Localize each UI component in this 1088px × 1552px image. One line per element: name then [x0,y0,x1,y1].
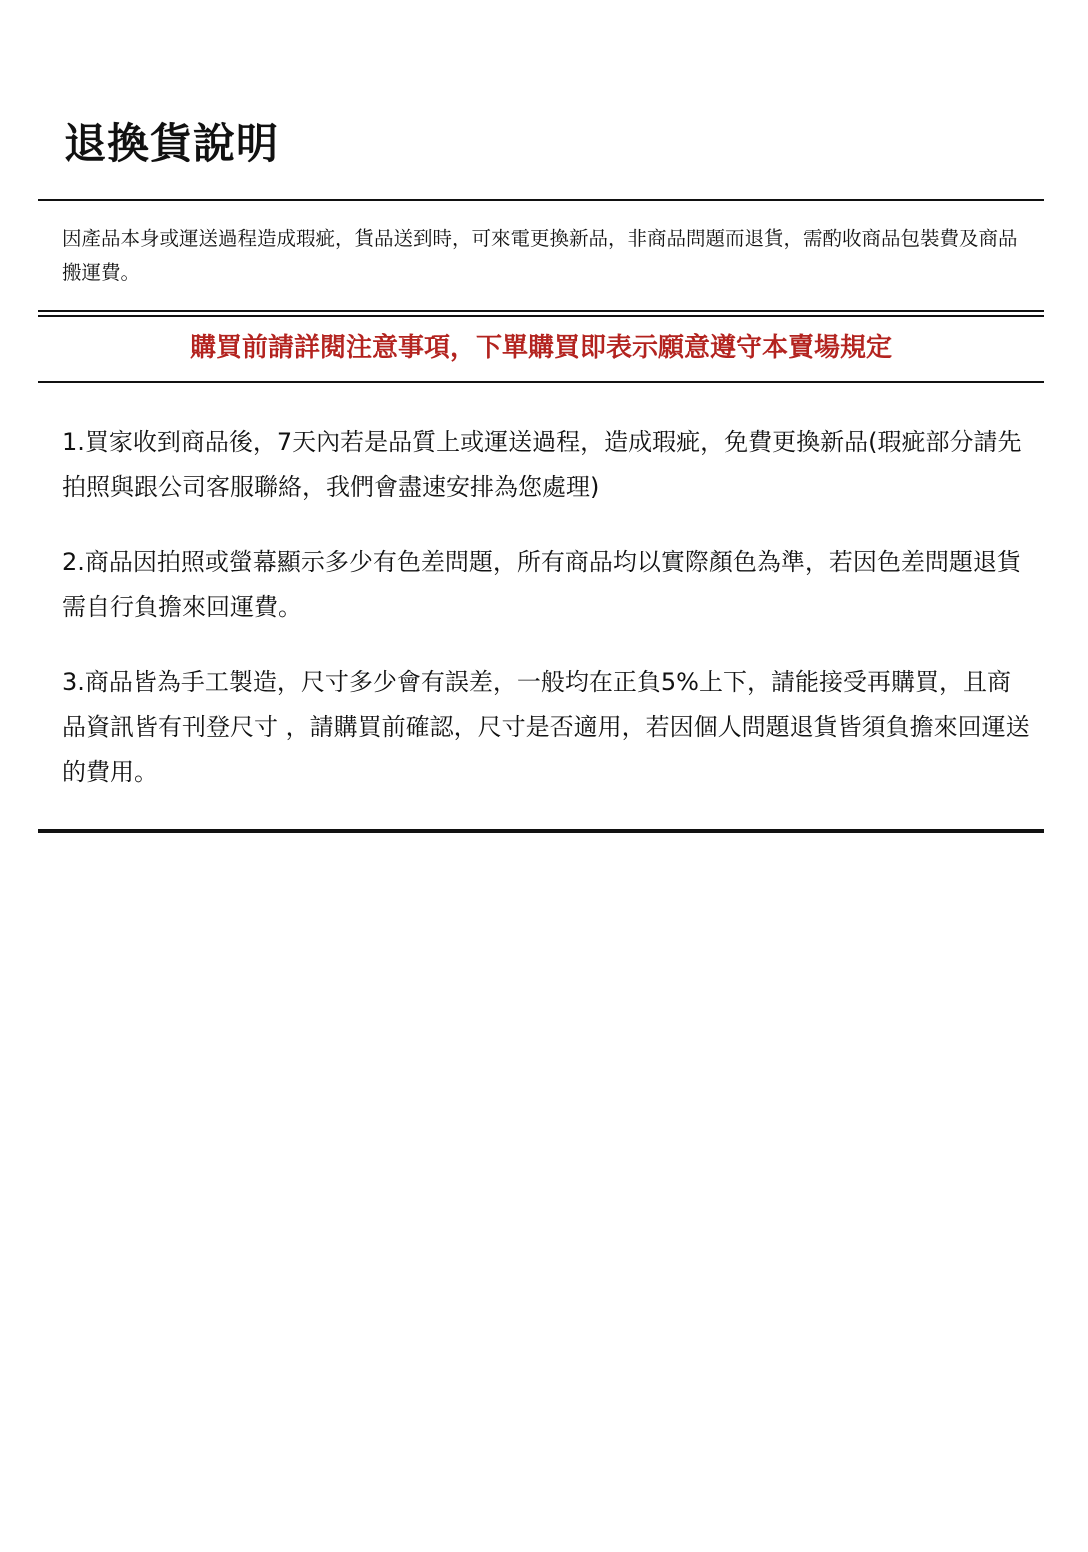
notice-heading: 購買前請詳閱注意事項，下單購買即表示願意遵守本賣場規定 [189,333,892,363]
bottom-divider [38,829,1044,833]
policy-rule-item: 1.買家收到商品後，7天內若是品質上或運送過程，造成瑕疵，免費更換新品(瑕疵部分請先拍照與跟公司客服聯絡，我們會盡速安排為您處理) [62,428,1022,501]
page-title: 退換貨說明 [64,119,280,168]
double-divider-top [38,310,1044,312]
double-divider-bottom [38,315,1044,317]
title-divider [38,199,1044,201]
policy-rules-list [62,420,1034,825]
notice-divider [38,381,1044,383]
intro-paragraph: 因產品本身或運送過程造成瑕疵，貨品送到時，可來電更換新品，非商品問題而退貨，需酌收商品包裝費及商品搬運費。 [62,227,1018,284]
policy-rule-item: 3.商品皆為手工製造，尺寸多少會有誤差，一般均在正負5%上下，請能接受再購買，且商品資訊皆有刊登尺寸 ，請購買前確認，尺寸是否適用，若因個人問題退貨皆須負擔來回運送的費用。 [62,668,1030,786]
policy-rule-item: 2.商品因拍照或螢幕顯示多少有色差問題，所有商品均以實際顏色為準，若因色差問題退貨需自行負擔來回運費。 [62,548,1021,621]
